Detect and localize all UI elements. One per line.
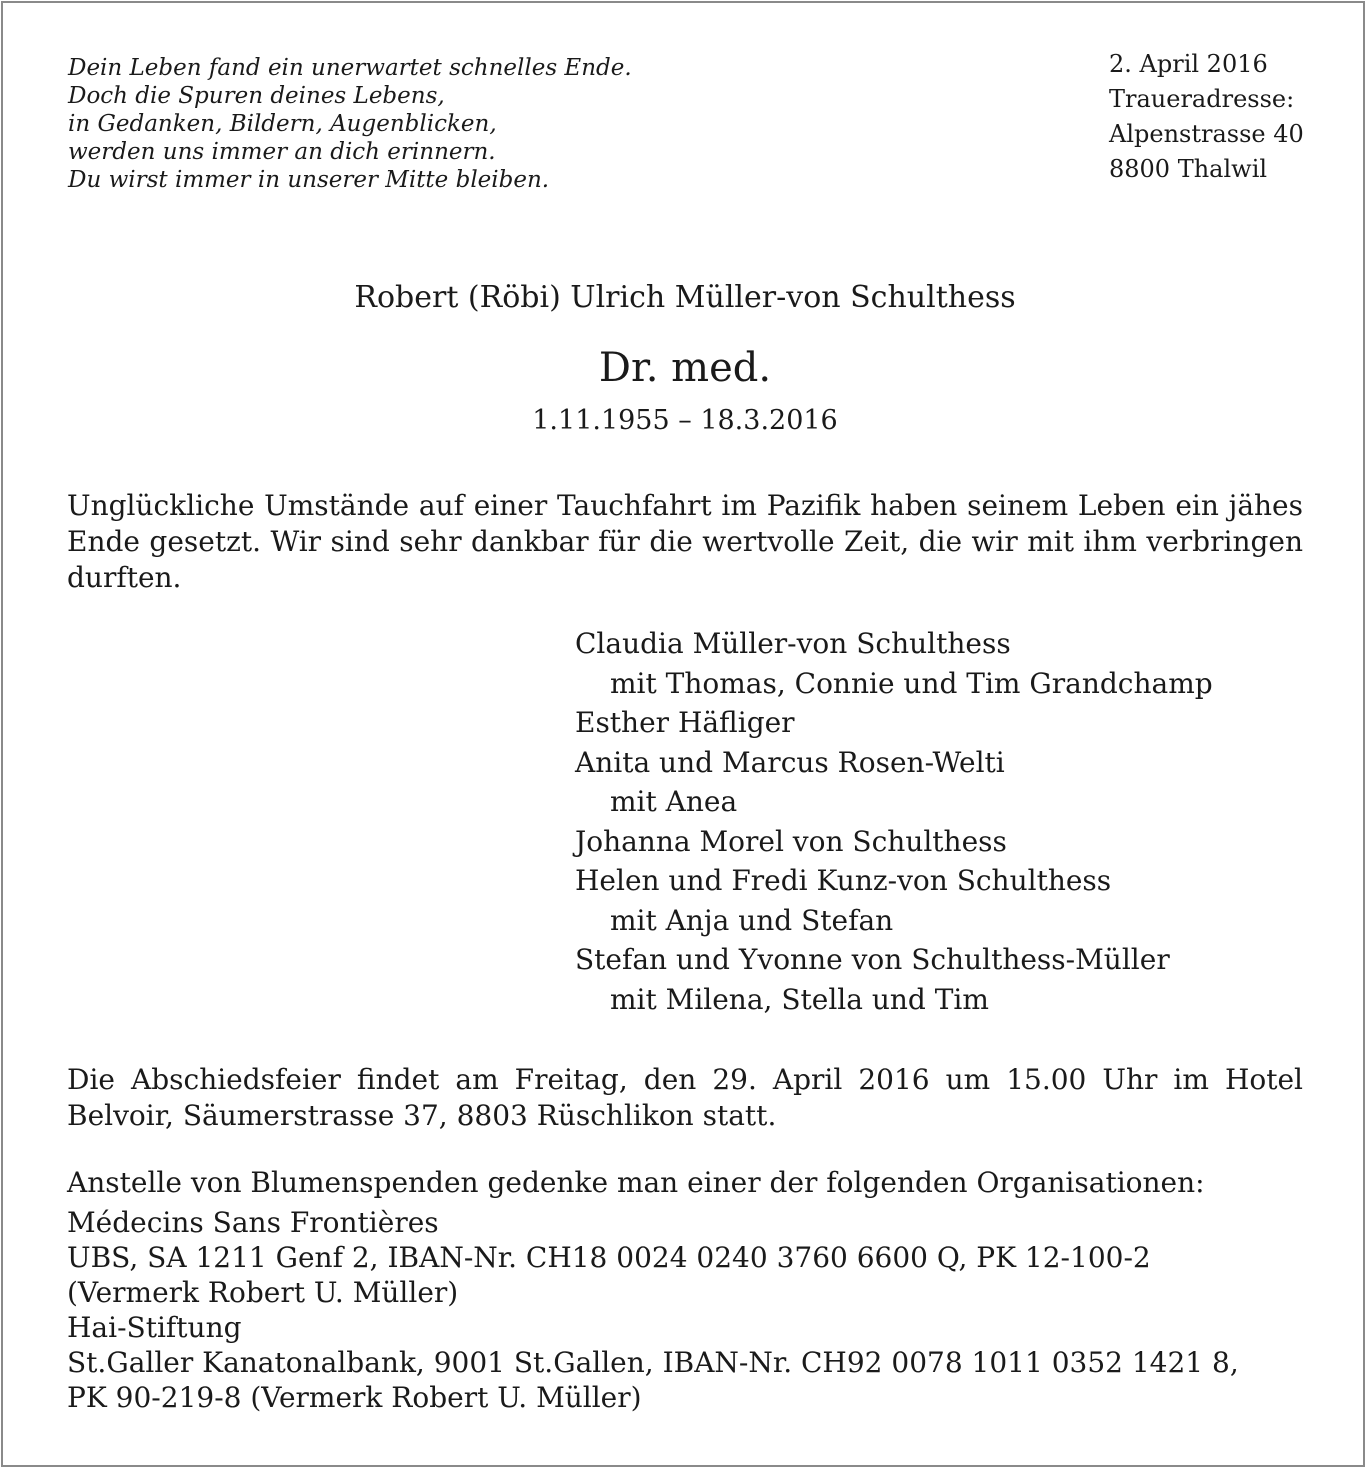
address-street: Alpenstrasse 40 bbox=[1109, 120, 1304, 148]
donation-line: UBS, SA 1211 Genf 2, IBAN-Nr. CH18 0024 0240 3760 6600 Q, PK 12-100-2 bbox=[67, 1241, 1151, 1274]
poem-line: werden uns immer an dich erinnern. bbox=[68, 139, 496, 165]
intro-paragraph: Unglückliche Umstände auf einer Tauchfahrt im Pazifik haben seinem Leben ein jähes Ende gesetzt. Wir sind sehr dankbar für die wertvolle Zeit, die wir mit ihm verbringen durften. bbox=[67, 489, 1303, 594]
donation-line: (Vermerk Robert U. Müller) bbox=[67, 1276, 459, 1309]
mourner-name: Johanna Morel von Schulthess bbox=[575, 824, 1007, 858]
deceased-name: Robert (Röbi) Ulrich Müller-von Schulthess bbox=[354, 280, 1016, 315]
mourner-name: Helen und Fredi Kunz-von Schulthess bbox=[575, 864, 1112, 897]
poem-block bbox=[68, 54, 632, 194]
mourner-family-line: mit Anja und Stefan bbox=[610, 903, 894, 937]
mourning-address bbox=[1109, 47, 1304, 187]
mourner-name: Esther Häfliger bbox=[575, 706, 795, 739]
donation-line: PK 90-219-8 (Vermerk Robert U. Müller) bbox=[67, 1381, 642, 1414]
life-dates: 1.11.1955 – 18.3.2016 bbox=[532, 405, 838, 436]
notice-date: 2. April 2016 bbox=[1109, 50, 1268, 78]
mourner-family-line: mit Anea bbox=[610, 785, 738, 818]
donations-lead: Anstelle von Blumenspenden gedenke man einer der folgenden Organisationen: bbox=[67, 1166, 1205, 1199]
donation-line: Hai-Stiftung bbox=[67, 1311, 242, 1344]
poem-line: in Gedanken, Bildern, Augenblicken, bbox=[68, 111, 497, 137]
mourner-name: Stefan und Yvonne von Schulthess-Müller bbox=[575, 943, 1170, 976]
poem-line: Dein Leben fand ein unerwartet schnelles Ende. bbox=[68, 55, 632, 81]
donations-block bbox=[67, 1165, 1303, 1415]
donation-line: Médecins Sans Frontières bbox=[67, 1206, 439, 1239]
mourner-family-line: mit Milena, Stella und Tim bbox=[610, 982, 989, 1016]
deceased-title: Dr. med. bbox=[598, 345, 772, 391]
mourner-family-line: mit Thomas, Connie und Tim Grandchamp bbox=[610, 666, 1213, 700]
address-label: Traueradresse: bbox=[1109, 85, 1295, 113]
poem-line: Doch die Spuren deines Lebens, bbox=[68, 83, 445, 109]
mourner-name: Claudia Müller-von Schulthess bbox=[575, 627, 1011, 660]
address-city: 8800 Thalwil bbox=[1109, 155, 1268, 183]
donation-line: St.Galler Kanatonalbank, 9001 St.Gallen, IBAN-Nr. CH92 0078 1011 0352 1421 8, bbox=[67, 1346, 1239, 1379]
mourners-list bbox=[575, 624, 1213, 1019]
poem-line: Du wirst immer in unserer Mitte bleiben. bbox=[68, 167, 550, 193]
mourner-name: Anita und Marcus Rosen-Welti bbox=[575, 745, 1005, 779]
ceremony-paragraph: Die Abschiedsfeier findet am Freitag, den 29. April 2016 um 15.00 Uhr im Hotel Belvoir, Säumerstrasse 37, 8803 Rüschlikon statt. bbox=[67, 1063, 1303, 1132]
